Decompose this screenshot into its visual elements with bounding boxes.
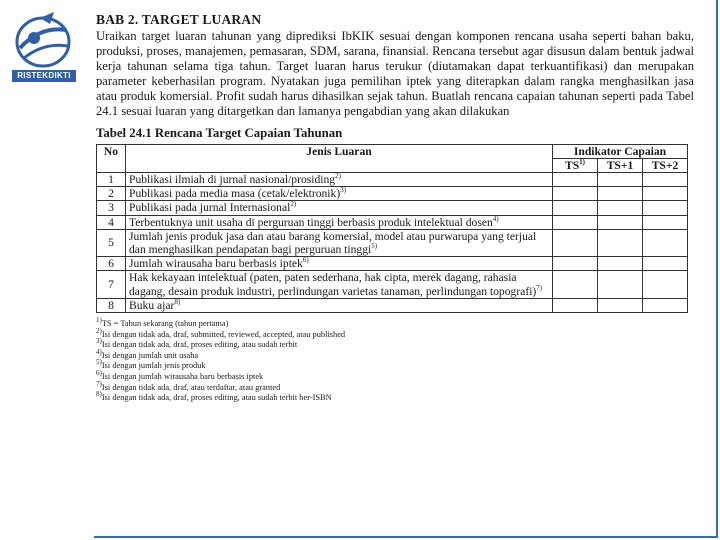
instruction-paragraph: Uraikan target luaran tahunan yang diprediksi IbKIK sesuai dengan komponen rencana usaha seperti bahan baku, produksi, proses, manajemen, pemasaran, SDM, sarana, finansial. Rencana tersebut agar disusun dalam bentuk jadwal kerja tahunan selama tiga tahun. Target luaran harus terukur (diutamakan dapat terkuantifikasi) dan merupakan parameter keberhasilan program. Nyatakan juga pemilihan iptek yang diterapkan dalam rangka menghasilkan jasa atau produk komersial. Profit sudah harus dihasilkan sejak tahun. Buatlah rencana capaian tahunan seperti pada Tabel 24.1 sesuai luaran yang ditargetkan dan lamanya pengabdian yang akan dilakukan bbox=[96, 29, 694, 119]
header-ts: TS$^{1)}$ bbox=[553, 158, 598, 172]
logo-area bbox=[0, 0, 94, 540]
footnote: $^{6)}$Isi dengan jumlah wirausaha baru berbasis iptek bbox=[96, 369, 264, 381]
table-row: 6 Jumlah wirausaha baru berbasis iptek$^{6)}$ bbox=[97, 257, 688, 271]
footnote: $^{4)}$Isi dengan jumlah unit usaha bbox=[96, 347, 199, 360]
section-heading: BAB 2. TARGET LUARAN bbox=[96, 12, 262, 27]
table-body bbox=[97, 172, 688, 312]
table-row: 3 Publikasi pada jurnal Internasional$^{2)}$ bbox=[97, 201, 688, 215]
target-table bbox=[96, 144, 688, 313]
footnote: $^{8)}$Isi dengan tidak ada, draf, proses editing, atau sudah terbit ber-ISBN bbox=[96, 390, 332, 403]
table-row: 8 Buku ajar$^{8)}$ bbox=[97, 298, 688, 312]
table-row: 2 Publikasi pada media masa (cetak/elektronik)$^{3)}$ bbox=[97, 187, 688, 201]
logo-text: RISTEKDIKTI bbox=[12, 70, 76, 82]
footnote: $^{5)}$Isi dengan jumlah jenis produk bbox=[96, 358, 206, 371]
table-row: 1 Publikasi ilmiah di jurnal nasional/prosiding$^{2)}$ bbox=[97, 172, 688, 186]
table-row: 5 Jumlah jenis produk jasa dan atau barang komersial, model atau purwarupa yang terjual dan menghasilkan pendapatan bagi perguruan tinggi$^{5)}$ bbox=[97, 229, 688, 256]
header-no: No bbox=[97, 144, 126, 172]
header-ts2: TS+2 bbox=[643, 158, 688, 172]
header-indikator: Indikator Capaian bbox=[553, 144, 688, 158]
header-ts1: TS+1 bbox=[598, 158, 643, 172]
footnote: $^{7)}$Isi dengan tidak ada, draf, atau terdaftar, atau granted bbox=[96, 379, 281, 392]
footnote: $^{2)}$Isi dengan tidak ada, draf, submitted, reviewed, accepted, atau published bbox=[96, 326, 346, 339]
table-row: 7 Hak kekayaan intelektual (paten, paten sederhana, hak cipta, merek dagang, rahasia dagang, desain produk industri, perlindungan varietas tanaman, perlindungan topografi)$^{7)}$ bbox=[97, 271, 688, 298]
footnotes bbox=[96, 316, 694, 404]
header-jenis-luaran: Jenis Luaran bbox=[126, 144, 553, 172]
document-content bbox=[96, 12, 694, 404]
table-row: 4 Terbentuknya unit usaha di perguruan tinggi berbasis produk intelektual dosen$^{4)}$ bbox=[97, 215, 688, 229]
footnote: $^{3)}$Isi dengan tidak ada, draf, proses editing, atau sudah terbit bbox=[96, 337, 298, 350]
footnote: $^{1)}$TS = Tahun sekarang (tahun pertama) bbox=[96, 316, 229, 328]
table-caption: Tabel 24.1 Rencana Target Capaian Tahunan bbox=[96, 125, 343, 140]
